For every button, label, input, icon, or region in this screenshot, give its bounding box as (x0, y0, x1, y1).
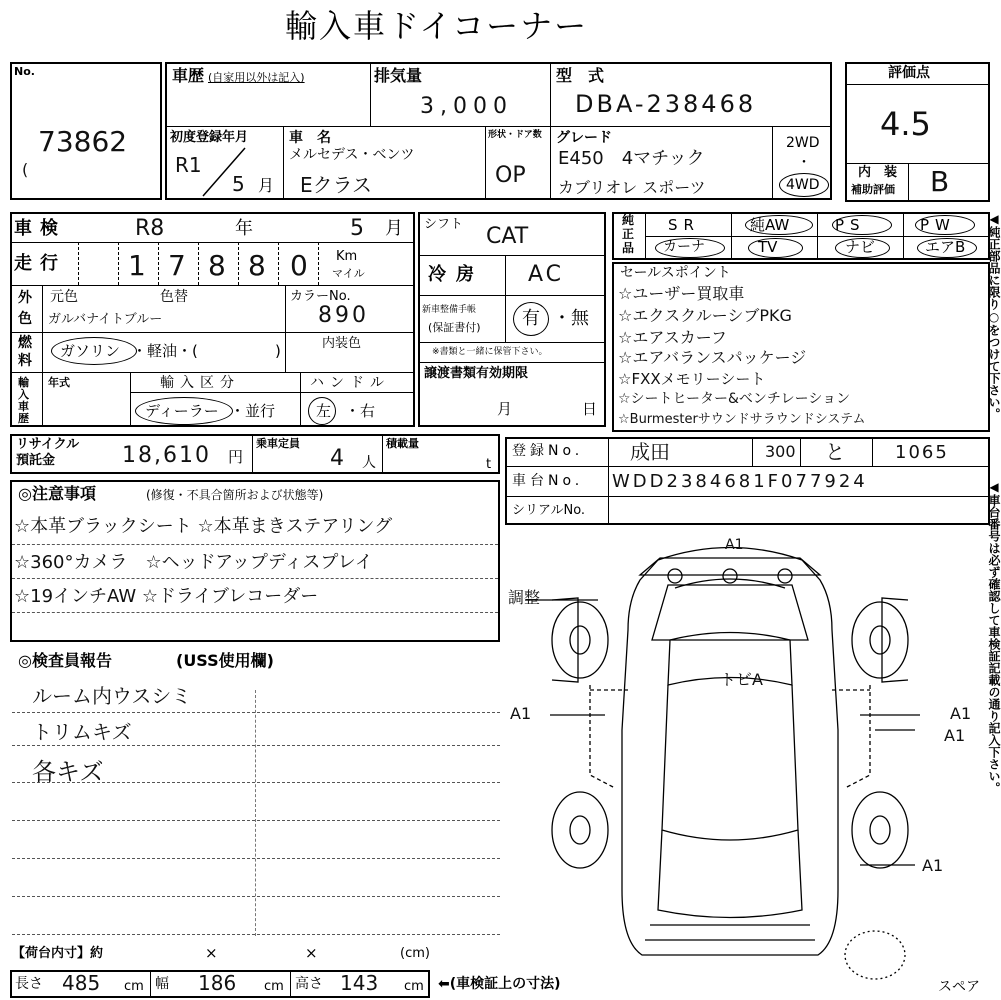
dims-width-label: 幅 (155, 976, 169, 992)
equipment-aw: 純AW (750, 216, 790, 234)
manual-no: ・無 (553, 308, 589, 329)
ac-label: 冷房 (428, 264, 484, 285)
fuel-close: ) (275, 342, 281, 360)
diagram-spare: スペア (938, 979, 980, 995)
page-title: 輸入車ドイコーナー (285, 7, 589, 45)
car-name-value: Eクラス (300, 173, 373, 197)
capacity-label: 乗車定員 (256, 437, 300, 450)
diagram-a1-right2: A1 (944, 726, 966, 745)
manual-yes-circle (513, 302, 549, 336)
serial-label: シリアルNo. (512, 503, 586, 518)
notes-subtitle: (修復・不具合箇所および状態等) (146, 488, 324, 502)
recycle-label1: リサイクル (16, 437, 80, 452)
inspection-era: R8 (135, 216, 165, 241)
equipment-pw-circle (915, 215, 975, 235)
selling-point-1: ☆ユーザー買取車 (618, 284, 745, 303)
import-year-label: 年式 (48, 376, 70, 389)
handle-label: ハンドル (310, 375, 390, 391)
selling-point-7: ☆Burmesterサウンドサラウンドシステム (618, 412, 866, 427)
color-orig-label: 元色 (50, 289, 78, 305)
side-note-2: ◀車台番号は必ず確認して車検証記載の通り記入下さい。 (987, 480, 1001, 794)
manual-label1: 新車整備手帳 (422, 305, 477, 315)
equipment-tv: TV (758, 238, 778, 256)
doc-expiry-label: 譲渡書類有効期限 (424, 366, 529, 381)
history-note: (自家用以外は記入) (208, 71, 305, 84)
drive-4wd: 4WD (786, 177, 820, 193)
mileage-unit-mile: マイル (332, 267, 365, 280)
selling-point-4: ☆エアバランスパッケージ (618, 348, 807, 367)
color-label1: 外 (18, 290, 32, 306)
import-parallel: ・並行 (230, 402, 276, 420)
dims-length: 485 (62, 971, 101, 995)
diagram-adjust: 調整 (508, 588, 541, 607)
dims-height-unit: cm (404, 979, 424, 994)
registration-number: 1065 (895, 442, 949, 463)
handle-left: 左 (316, 402, 332, 420)
import-label4: 歴 (18, 412, 29, 425)
equipment-aw-circle (745, 215, 813, 235)
mileage-digit-3: 8 (208, 249, 226, 282)
manual-label2: (保証書付) (428, 321, 481, 334)
displacement-label: 排気量 (374, 66, 423, 85)
dims-height-label: 高さ (295, 976, 323, 992)
handle-right: ・右 (345, 402, 376, 420)
load-label: 積載量 (386, 437, 419, 450)
equipment-sr: SR (668, 216, 700, 234)
mileage-label: 走行 (14, 253, 66, 274)
equipment-ps-circle (832, 215, 892, 235)
side-note-1: ◀純正部品に限り○をつけて下さい。 (987, 212, 1001, 420)
handle-left-circle (308, 397, 336, 425)
recycle-box (10, 434, 500, 474)
equipment-tv-circle (748, 238, 803, 258)
shift-value: CAT (486, 224, 529, 249)
cargo-unit: (cm) (400, 946, 430, 961)
drive-dot: ・ (797, 155, 811, 171)
diagram-a1-right1: A1 (950, 704, 972, 723)
mileage-unit-km: Km (336, 249, 358, 264)
cargo-x1: × (205, 944, 218, 962)
first-reg-slash (195, 140, 255, 200)
dims-length-label: 長さ (15, 976, 43, 992)
selling-point-3: ☆エアスカーフ (618, 328, 727, 347)
diagram-roof: トビA (720, 670, 763, 689)
car-maker: メルセデス・ベンツ (289, 147, 415, 163)
displacement-value: 3,000 (420, 94, 513, 119)
fuel-label1: 燃 (18, 335, 32, 351)
note-line-3: ☆19インチAW ☆ドライブレコーダー (14, 586, 319, 607)
doc-expiry-month: 月 (497, 400, 513, 418)
fuel-label2: 料 (18, 353, 32, 369)
score-value: 4.5 (880, 105, 931, 143)
selling-point-2: ☆エクスクルーシブPKG (618, 306, 792, 325)
equipment-pw: PW (920, 216, 956, 234)
manual-yes: 有 (522, 308, 540, 329)
grade-label: グレード (556, 130, 612, 146)
import-dealer: ディーラー (145, 402, 219, 420)
grade-line2: カブリオレ スポーツ (558, 178, 706, 197)
inspector-subtitle: (USS使用欄) (176, 651, 274, 670)
chassis-label: 車台No. (512, 473, 584, 489)
model-type-value: DBA-238468 (575, 90, 757, 118)
notes-title: ◎注意事項 (18, 484, 96, 503)
selling-point-6: ☆シートヒーター&ベンチレーション (618, 391, 851, 407)
score-label: 評価点 (888, 65, 930, 81)
history-label: 車歴 (172, 66, 205, 85)
registration-kana: と (825, 440, 845, 464)
import-label2: 入 (18, 388, 29, 401)
first-reg-year: R1 (175, 153, 202, 177)
dims-height: 143 (340, 971, 379, 995)
doc-expiry-day: 日 (582, 400, 598, 418)
recycle-unit: 円 (228, 448, 244, 466)
fuel-rest: ・軽油・( (132, 342, 198, 360)
first-reg-month: 5 (232, 172, 245, 196)
selling-points-label: セールスポイント (620, 265, 731, 281)
car-diagram (520, 530, 920, 970)
shift-label: シフト (424, 217, 464, 232)
recycle-value: 18,610 (122, 443, 211, 468)
mileage-digit-4: 8 (248, 249, 266, 282)
equipment-ps: PS (835, 216, 866, 234)
registration-class: 300 (765, 442, 796, 461)
first-reg-label: 初度登録年月 (170, 130, 249, 145)
grade-line1: E450 4マチック (558, 148, 705, 169)
equipment-label2: 正 (622, 227, 635, 241)
drive-4wd-circle (779, 173, 829, 197)
inspector-line-1: ルーム内ウスシミ (32, 684, 192, 708)
equipment-label3: 品 (622, 241, 635, 255)
cargo-label: 【荷台内寸】約 (12, 946, 104, 961)
no-label: No. (14, 65, 35, 78)
mileage-digit-5: 0 (290, 249, 308, 282)
dims-length-unit: cm (124, 979, 144, 994)
diagram-a1-top: A1 (725, 537, 744, 553)
inspector-line-3: 各キズ (32, 758, 104, 786)
load-unit: t (486, 457, 492, 472)
interior-label1: 内 装 (858, 165, 898, 180)
note-line-1: ☆本革ブラックシート ☆本革まきステアリング (14, 516, 393, 537)
interior-value: B (930, 165, 950, 198)
diagram-a1-left: A1 (510, 704, 532, 723)
shape-label: 形状・ドア数 (488, 130, 542, 140)
equipment-airbag-circle (917, 238, 977, 258)
fuel-gasoline-circle (51, 337, 137, 365)
equipment-carna: カーナ (663, 239, 705, 255)
mileage-digit-2: 7 (168, 249, 186, 282)
inspector-line-2: トリムキズ (32, 720, 132, 744)
drive-2wd: 2WD (786, 135, 820, 151)
interior-label2: 補助評価 (851, 183, 895, 196)
selling-point-5: ☆FXXメモリーシート (618, 370, 766, 388)
manual-note: ※書類と一緒に保管下さい。 (432, 347, 548, 357)
capacity-value: 4 (330, 446, 344, 471)
car-name-label: 車 名 (289, 130, 331, 146)
equipment-airbag: エアB (925, 238, 966, 256)
equipment-navi: ナビ (845, 238, 876, 256)
ac-value: AC (528, 262, 565, 287)
equipment-label1: 純 (622, 213, 635, 227)
inspector-title: ◎検査員報告 (18, 651, 112, 670)
lot-mark: ( (22, 160, 29, 179)
fuel-gasoline: ガソリン (60, 342, 121, 360)
equipment-navi-circle (835, 238, 890, 258)
import-type-label: 輸入区分 (160, 375, 240, 391)
dims-width-unit: cm (264, 979, 284, 994)
inspection-label: 車検 (14, 218, 66, 239)
equipment-carna-circle (655, 238, 725, 258)
color-value: ガルバナイトブルー (48, 312, 163, 327)
import-dealer-circle (135, 397, 233, 425)
color-change-label: 色替 (160, 289, 188, 305)
lot-number: 73862 (38, 125, 128, 158)
first-reg-month-unit: 月 (258, 176, 275, 195)
recycle-label2: 預託金 (16, 453, 56, 468)
inspection-year-unit: 年 (235, 218, 253, 239)
registration-label: 登録No. (512, 443, 584, 459)
cargo-x2: × (305, 944, 318, 962)
interior-color-label: 内装色 (322, 336, 362, 351)
color-no-value: 890 (318, 303, 369, 328)
diagram-a1-right3: A1 (922, 856, 944, 875)
import-label1: 輸 (18, 376, 29, 389)
dims-note: ⬅(車検証上の寸法) (438, 976, 561, 992)
inspection-month: 5 (350, 216, 364, 241)
color-label2: 色 (18, 311, 32, 327)
dims-width: 186 (198, 971, 237, 995)
import-label3: 車 (18, 400, 29, 413)
chassis-value: WDD2384681F077924 (612, 471, 868, 492)
mileage-digit-1: 1 (128, 249, 146, 282)
note-line-2: ☆360°カメラ ☆ヘッドアップディスプレイ (14, 552, 373, 573)
capacity-unit: 人 (362, 455, 376, 471)
model-type-label: 型 式 (556, 66, 605, 85)
shape-value: OP (495, 163, 526, 188)
inspection-month-unit: 月 (385, 218, 403, 239)
registration-area: 成田 (630, 440, 670, 464)
color-no-label: カラーNo. (290, 289, 351, 304)
